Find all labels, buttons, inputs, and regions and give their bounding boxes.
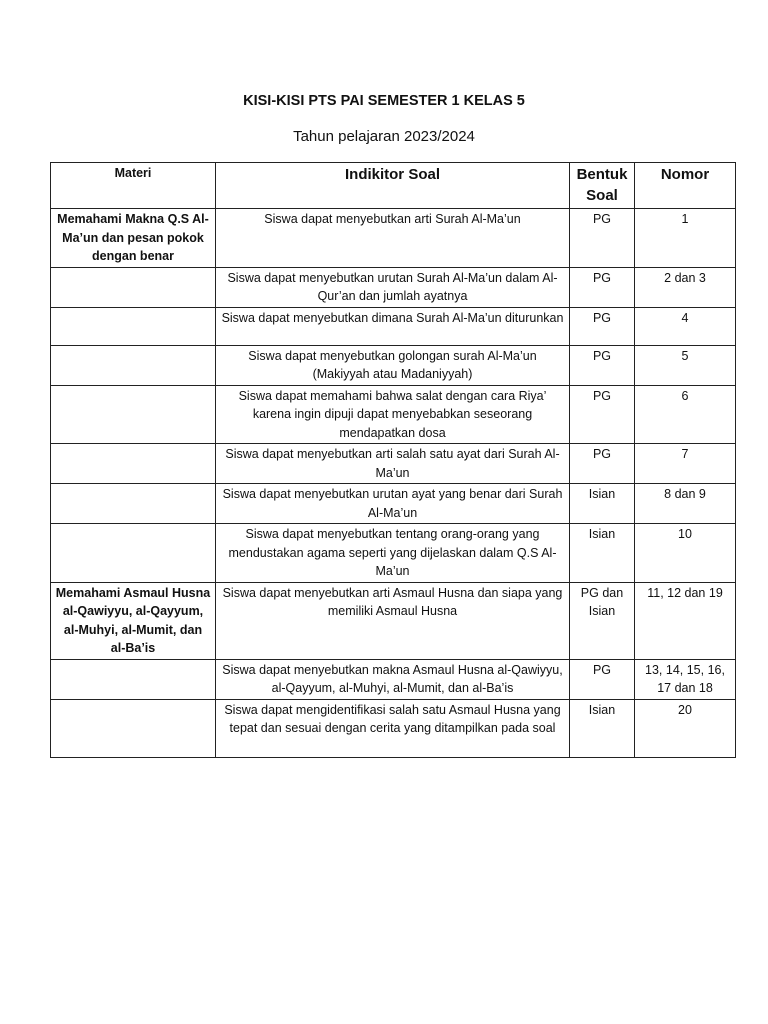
cell-nomor: 8 dan 9 xyxy=(635,484,736,524)
table-row xyxy=(51,659,736,699)
table-row xyxy=(51,484,736,524)
header-materi: Materi xyxy=(51,163,216,209)
cell-materi xyxy=(51,385,216,444)
cell-nomor: 20 xyxy=(635,699,736,757)
cell-nomor: 5 xyxy=(635,345,736,385)
cell-bentuk-soal: PG xyxy=(570,209,635,268)
cell-materi xyxy=(51,345,216,385)
cell-indikator: Siswa dapat menyebutkan tentang orang-orang yang mendustakan agama seperti yang dijelaskan dalam Q.S Al-Ma’un xyxy=(216,524,570,583)
cell-materi xyxy=(51,307,216,345)
cell-materi xyxy=(51,659,216,699)
table-row xyxy=(51,267,736,307)
cell-bentuk-soal: PG dan Isian xyxy=(570,582,635,659)
cell-bentuk-soal: Isian xyxy=(570,699,635,757)
table-row xyxy=(51,209,736,268)
cell-indikator: Siswa dapat menyebutkan arti salah satu ayat dari Surah Al-Ma’un xyxy=(216,444,570,484)
cell-materi xyxy=(51,444,216,484)
cell-bentuk-soal: PG xyxy=(570,267,635,307)
document-subtitle: Tahun pelajaran 2023/2024 xyxy=(293,128,475,145)
cell-nomor: 10 xyxy=(635,524,736,583)
cell-nomor: 1 xyxy=(635,209,736,268)
cell-indikator: Siswa dapat menyebutkan arti Asmaul Husna dan siapa yang memiliki Asmaul Husna xyxy=(216,582,570,659)
table-header-row xyxy=(51,163,736,209)
cell-indikator: Siswa dapat menyebutkan makna Asmaul Husna al-Qawiyyu, al-Qayyum, al-Muhyi, al-Mumit, dan al-Ba’is xyxy=(216,659,570,699)
table-row xyxy=(51,307,736,345)
cell-materi xyxy=(51,267,216,307)
cell-nomor: 13, 14, 15, 16, 17 dan 18 xyxy=(635,659,736,699)
cell-indikator: Siswa dapat menyebutkan arti Surah Al-Ma’un xyxy=(216,209,570,268)
table-row xyxy=(51,385,736,444)
table-row xyxy=(51,345,736,385)
header-bentuk-soal: Bentuk Soal xyxy=(570,163,635,209)
table-row xyxy=(51,699,736,757)
cell-materi: Memahami Makna Q.S Al-Ma’un dan pesan pokok dengan benar xyxy=(51,209,216,268)
cell-indikator: Siswa dapat mengidentifikasi salah satu Asmaul Husna yang tepat dan sesuai dengan cerita yang ditampilkan pada soal xyxy=(216,699,570,757)
cell-materi xyxy=(51,699,216,757)
cell-indikator: Siswa dapat menyebutkan urutan Surah Al-Ma’un dalam Al-Qur’an dan jumlah ayatnya xyxy=(216,267,570,307)
kisi-kisi-table xyxy=(50,162,736,758)
cell-bentuk-soal: PG xyxy=(570,659,635,699)
table-row xyxy=(51,582,736,659)
cell-materi xyxy=(51,524,216,583)
cell-indikator: Siswa dapat menyebutkan urutan ayat yang benar dari Surah Al-Ma’un xyxy=(216,484,570,524)
cell-nomor: 2 dan 3 xyxy=(635,267,736,307)
table-row xyxy=(51,524,736,583)
cell-indikator: Siswa dapat memahami bahwa salat dengan cara Riya’ karena ingin dipuji dapat menyebabkan seseorang mendapatkan dosa xyxy=(216,385,570,444)
cell-bentuk-soal: PG xyxy=(570,307,635,345)
table-row xyxy=(51,444,736,484)
cell-bentuk-soal: Isian xyxy=(570,524,635,583)
cell-nomor: 6 xyxy=(635,385,736,444)
cell-nomor: 4 xyxy=(635,307,736,345)
cell-nomor: 7 xyxy=(635,444,736,484)
cell-nomor: 11, 12 dan 19 xyxy=(635,582,736,659)
cell-bentuk-soal: Isian xyxy=(570,484,635,524)
header-nomor: Nomor xyxy=(635,163,736,209)
header-indikator: Indikitor Soal xyxy=(216,163,570,209)
cell-bentuk-soal: PG xyxy=(570,345,635,385)
cell-indikator: Siswa dapat menyebutkan golongan surah Al-Ma’un (Makiyyah atau Madaniyyah) xyxy=(216,345,570,385)
cell-bentuk-soal: PG xyxy=(570,444,635,484)
cell-materi xyxy=(51,484,216,524)
cell-indikator: Siswa dapat menyebutkan dimana Surah Al-Ma’un diturunkan xyxy=(216,307,570,345)
cell-materi: Memahami Asmaul Husna al-Qawiyyu, al-Qayyum, al-Muhyi, al-Mumit, dan al-Ba’is xyxy=(51,582,216,659)
document-title: KISI-KISI PTS PAI SEMESTER 1 KELAS 5 xyxy=(243,93,525,109)
cell-bentuk-soal: PG xyxy=(570,385,635,444)
